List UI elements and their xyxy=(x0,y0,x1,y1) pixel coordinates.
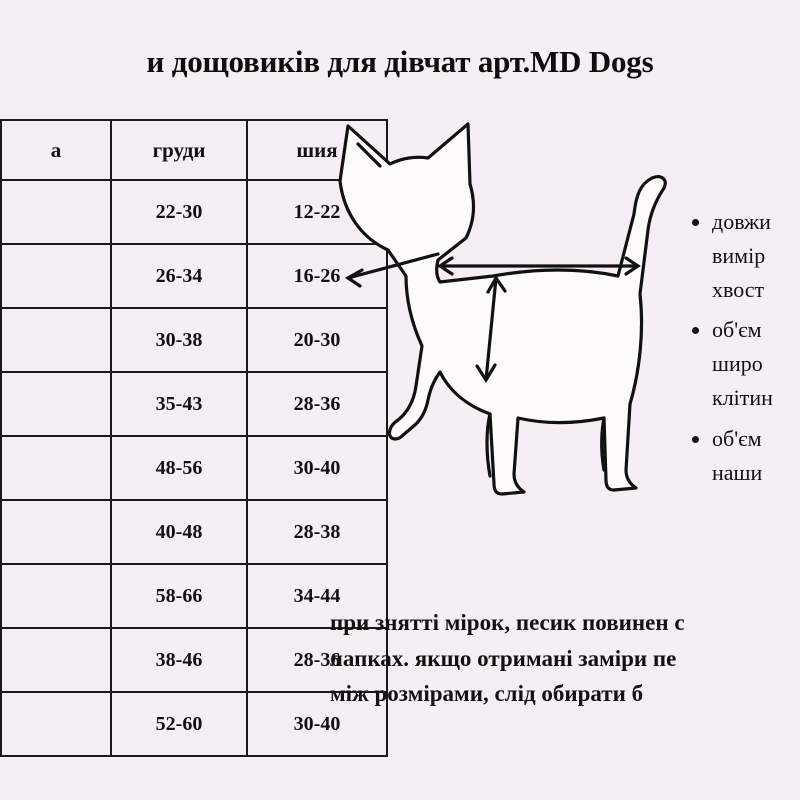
cell-chest: 48-56 xyxy=(111,436,247,500)
cell-chest: 38-46 xyxy=(111,628,247,692)
cell-size xyxy=(1,500,111,564)
dog-body-outline xyxy=(340,124,665,494)
bullet-line: об'єм xyxy=(712,317,762,343)
cell-size xyxy=(1,180,111,244)
bullet-line: хвост xyxy=(712,277,765,303)
table-header-chest: груди xyxy=(111,120,247,180)
list-item xyxy=(712,422,800,490)
note-line: при знятті мірок, песик повинен с xyxy=(330,610,685,635)
cell-chest: 26-34 xyxy=(111,244,247,308)
cell-size xyxy=(1,372,111,436)
cell-neck: 30-40 xyxy=(247,692,387,756)
cell-neck: 34-44 xyxy=(247,564,387,628)
cell-neck: 30-40 xyxy=(247,436,387,500)
front-leg-line xyxy=(487,414,490,476)
cell-neck: 28-36 xyxy=(247,372,387,436)
measurement-list xyxy=(690,205,800,490)
table-row xyxy=(0,564,387,628)
cell-chest: 35-43 xyxy=(111,372,247,436)
cell-size xyxy=(1,308,111,372)
page-title: и дощовиків для дівчат арт.MD Dogs xyxy=(146,44,654,79)
dog-diagram-svg xyxy=(318,118,718,538)
bullet-line: наши xyxy=(712,459,763,485)
list-item xyxy=(712,205,800,307)
footer-note xyxy=(330,605,800,712)
bullet-line: довжи xyxy=(712,209,771,234)
bullet-line: вимір xyxy=(712,243,766,269)
table-header-size: а xyxy=(1,120,111,180)
size-table-container xyxy=(0,119,341,757)
table-row xyxy=(0,628,387,692)
bullet-line: широ xyxy=(712,351,763,377)
cell-neck: 28-38 xyxy=(247,500,387,564)
note-line: лапках. якщо отримані заміри пе xyxy=(330,645,677,671)
cell-size xyxy=(1,244,111,308)
list-item xyxy=(712,313,800,415)
cell-chest: 58-66 xyxy=(111,564,247,628)
cell-chest: 40-48 xyxy=(111,500,247,564)
cell-neck: 28-36 xyxy=(247,628,387,692)
cell-chest: 22-30 xyxy=(111,180,247,244)
dog-illustration xyxy=(318,118,718,538)
cell-chest: 30-38 xyxy=(111,308,247,372)
cell-size xyxy=(1,628,111,692)
dog-silhouette xyxy=(340,124,665,494)
cell-size xyxy=(1,692,111,756)
table-row xyxy=(0,692,387,756)
cell-chest: 52-60 xyxy=(111,692,247,756)
bullet-line: клітин xyxy=(712,385,773,411)
cell-neck: 16-26 xyxy=(247,244,387,308)
cell-size xyxy=(1,564,111,628)
cell-neck: 20-30 xyxy=(247,308,387,372)
cell-size xyxy=(1,436,111,500)
table-header-neck: шия xyxy=(247,120,387,180)
note-line: між розмірами, слід обирати б xyxy=(330,681,644,707)
measurement-instructions xyxy=(690,205,800,496)
cell-neck: 12-22 xyxy=(247,180,387,244)
bullet-line: об'єм xyxy=(712,425,762,451)
